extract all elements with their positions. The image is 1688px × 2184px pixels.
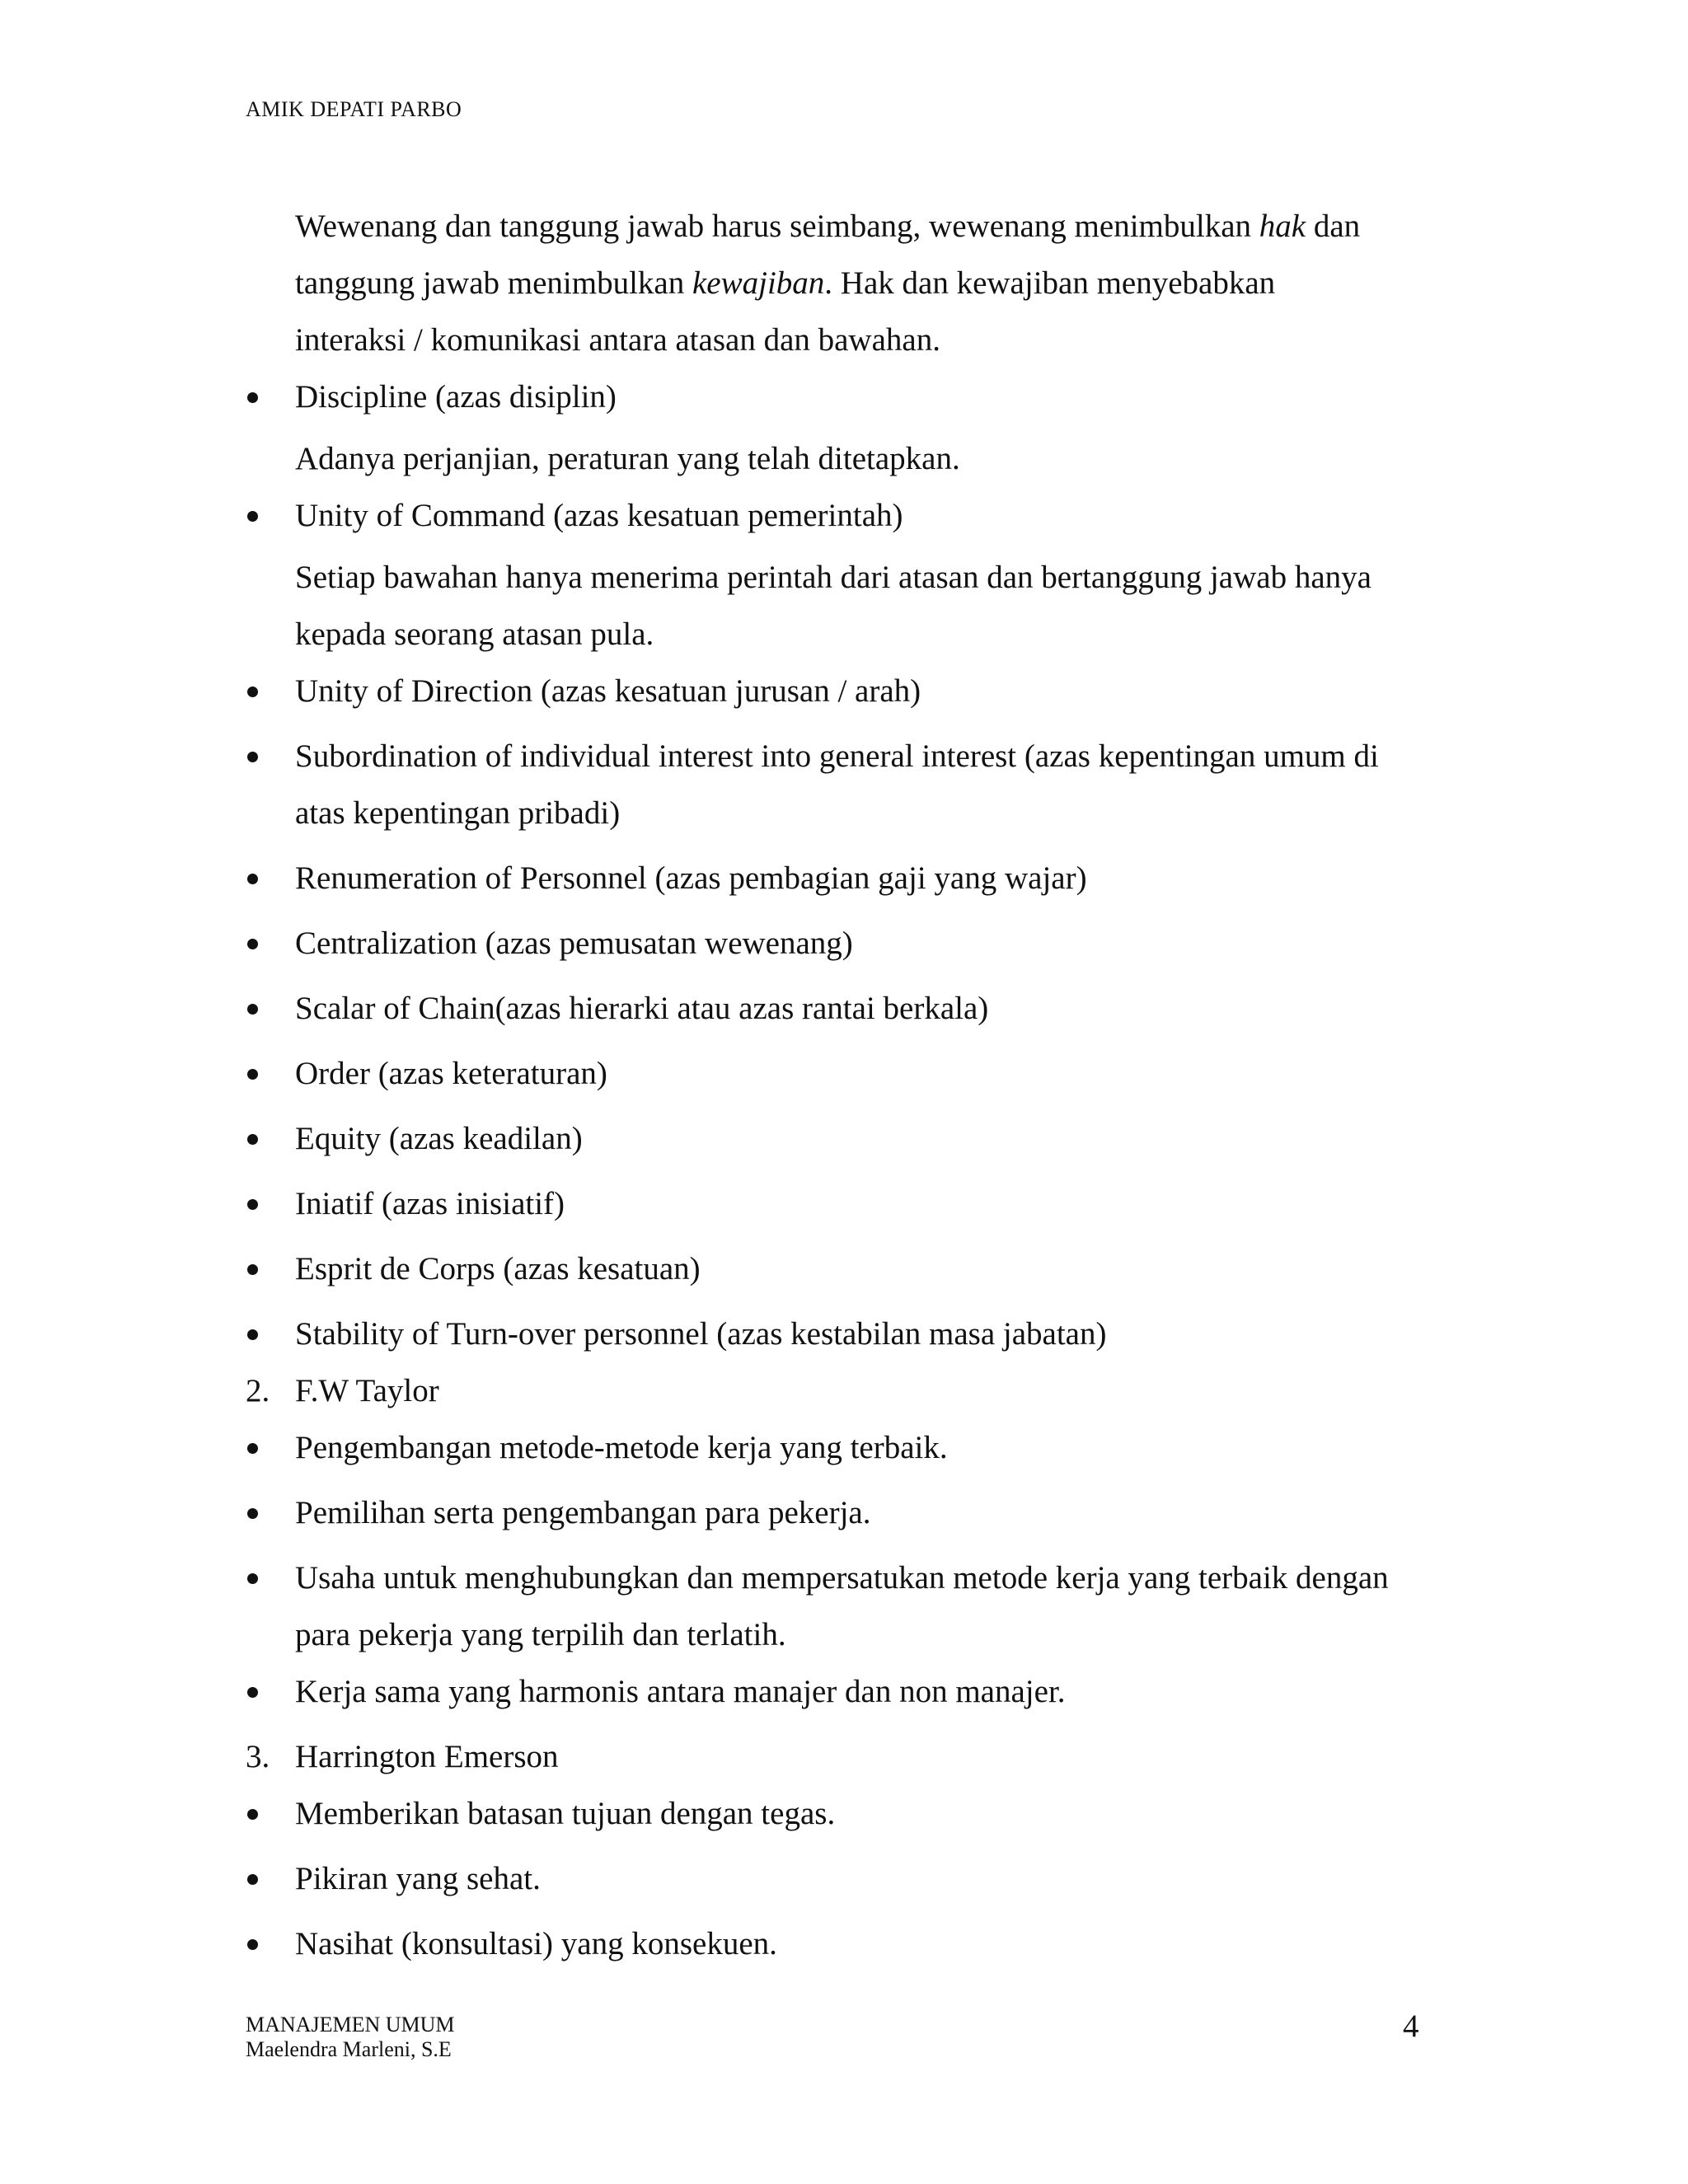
list-item-label: Pengembangan metode-metode kerja yang terbaik.: [295, 1430, 948, 1465]
intro-text: . Hak dan kewajiban menyebabkan: [824, 265, 1276, 301]
bullet-icon: [247, 1069, 258, 1080]
list-item-label: Memberikan batasan tujuan dengan tegas.: [295, 1796, 836, 1831]
bullet-icon: [247, 1809, 258, 1820]
footer-author: Maelendra Marleni, S.E: [246, 2037, 452, 2061]
list-item-label: Nasihat (konsultasi) yang konsekuen.: [295, 1926, 777, 1961]
document-body: [246, 198, 1419, 1972]
list-item-taylor: [246, 1663, 1419, 1720]
list-item-label: Pemilihan serta pengembangan para pekerja.: [295, 1495, 871, 1530]
list-item-unity-of-direction: [246, 663, 1419, 719]
intro-line-3: interaksi / komunikasi antara atasan dan bawahan.: [295, 322, 940, 358]
section-number: 3.: [246, 1739, 270, 1774]
intro-text: tanggung jawab menimbulkan: [295, 265, 692, 301]
bullet-icon: [247, 874, 258, 884]
list-item-description: Setiap bawahan hanya menerima perintah dari atasan dan bertanggung jawab hanya: [295, 560, 1372, 595]
list-item-label: Iniatif (azas inisiatif): [295, 1186, 565, 1221]
page-footer: [246, 2013, 455, 2062]
list-item-taylor: [246, 1484, 1419, 1541]
list-item-subordination: [246, 728, 1419, 785]
intro-text: Wewenang dan tanggung jawab harus seimbang, wewenang menimbulkan: [295, 209, 1259, 244]
list-item-emerson: [246, 1850, 1419, 1907]
bullet-icon: [247, 511, 258, 522]
bullet-icon: [247, 1264, 258, 1275]
bullet-icon: [247, 1199, 258, 1210]
bullet-icon: [247, 1939, 258, 1950]
list-item-label: Pikiran yang sehat.: [295, 1861, 541, 1896]
intro-line-1: [246, 198, 1419, 255]
emphasis-kewajiban: kewajiban: [692, 265, 825, 301]
section-heading-emerson: [246, 1728, 1419, 1785]
emphasis-hak: hak: [1259, 209, 1306, 244]
list-item-discipline: [246, 368, 1419, 425]
bullet-icon: [247, 687, 258, 697]
list-item-label: Order (azas keteraturan): [295, 1056, 607, 1091]
intro-line-2: [246, 255, 1419, 312]
list-item-label: Usaha untuk menghubungkan dan mempersatukan metode kerja yang terbaik dengan: [295, 1560, 1389, 1596]
section-heading-taylor: [246, 1362, 1419, 1419]
list-item-label: Centralization (azas pemusatan wewenang): [295, 926, 853, 961]
list-item-description: kepada seorang atasan pula.: [295, 616, 654, 652]
list-item-centralization: [246, 915, 1419, 972]
bullet-icon: [247, 1004, 258, 1015]
list-item-scalar-of-chain: [246, 980, 1419, 1037]
list-item-label: Subordination of individual interest into general interest (azas kepentingan umum di: [295, 738, 1379, 774]
page-header: AMIK DEPATI PARBO: [246, 97, 462, 121]
section-number: 2.: [246, 1373, 270, 1408]
bullet-icon: [247, 939, 258, 949]
section-title: F.W Taylor: [295, 1373, 439, 1408]
list-item-equity: [246, 1110, 1419, 1167]
list-item-label: Unity of Direction (azas kesatuan jurusan / arah): [295, 673, 921, 709]
list-item-unity-of-command: [246, 487, 1419, 544]
list-item-taylor: [246, 1419, 1419, 1476]
bullet-icon: [247, 1329, 258, 1340]
bullet-icon: [247, 1573, 258, 1584]
intro-text: dan: [1306, 209, 1361, 244]
list-item-iniatif: [246, 1175, 1419, 1232]
list-item-label-continued: para pekerja yang terpilih dan terlatih.: [295, 1617, 786, 1652]
list-item-emerson: [246, 1915, 1419, 1972]
list-item-label: Scalar of Chain(azas hierarki atau azas rantai berkala): [295, 991, 989, 1026]
list-item-label: Esprit de Corps (azas kesatuan): [295, 1251, 701, 1286]
bullet-icon: [247, 1443, 258, 1454]
list-item-label: Renumeration of Personnel (azas pembagian gaji yang wajar): [295, 860, 1087, 896]
list-item-label: Equity (azas keadilan): [295, 1121, 583, 1156]
bullet-icon: [247, 1508, 258, 1519]
list-item-renumeration: [246, 850, 1419, 907]
page-number: 4: [1403, 2008, 1419, 2044]
list-item-taylor: [246, 1549, 1419, 1606]
list-item-label: Unity of Command (azas kesatuan pemerintah): [295, 498, 903, 533]
bullet-icon: [247, 752, 258, 762]
list-item-order: [246, 1045, 1419, 1102]
list-item-description: Adanya perjanjian, peraturan yang telah ditetapkan.: [295, 441, 960, 476]
list-item-label-continued: atas kepentingan pribadi): [295, 795, 621, 831]
list-item-emerson: [246, 1785, 1419, 1842]
list-item-esprit-de-corps: [246, 1240, 1419, 1297]
section-title: Harrington Emerson: [295, 1739, 559, 1774]
list-item-label: Discipline (azas disiplin): [295, 379, 617, 415]
bullet-icon: [247, 1874, 258, 1885]
footer-course: MANAJEMEN UMUM: [246, 2013, 455, 2036]
list-item-label: Stability of Turn-over personnel (azas kestabilan masa jabatan): [295, 1316, 1107, 1352]
list-item-label: Kerja sama yang harmonis antara manajer dan non manajer.: [295, 1674, 1066, 1709]
bullet-icon: [247, 392, 258, 403]
bullet-icon: [247, 1687, 258, 1698]
list-item-stability: [246, 1305, 1419, 1362]
bullet-icon: [247, 1134, 258, 1145]
